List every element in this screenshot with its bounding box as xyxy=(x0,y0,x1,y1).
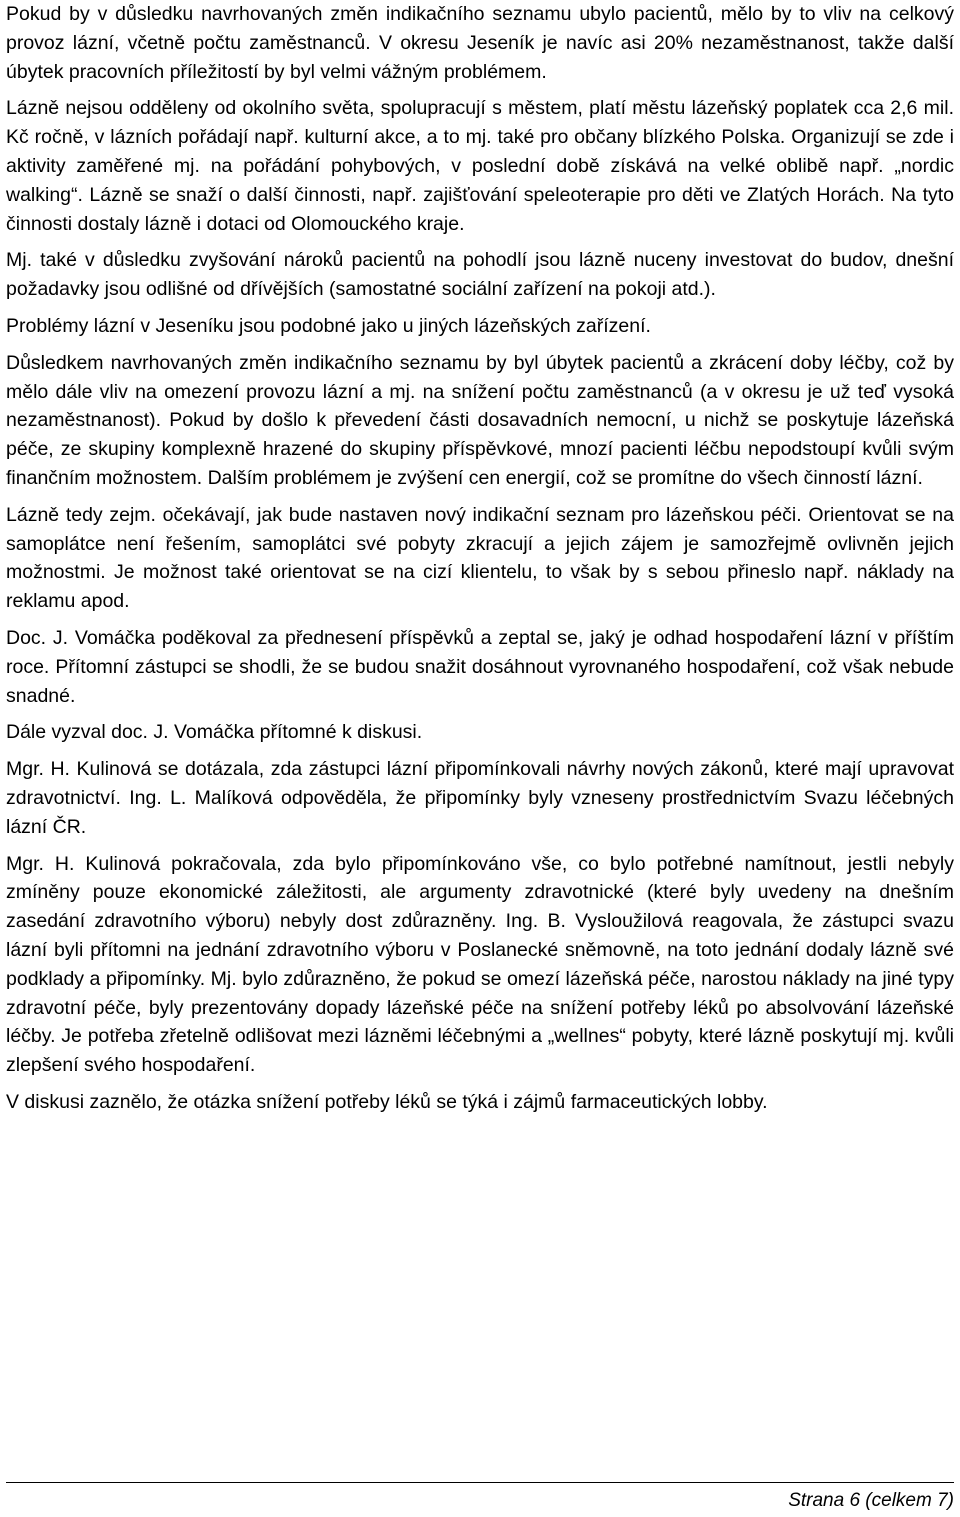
paragraph-8: Dále vyzval doc. J. Vomáčka přítomné k diskusi. xyxy=(6,721,423,744)
paragraph-5: Důsledkem navrhovaných změn indikačního seznamu by byl úbytek pacientů a zkrácení doby léčby, což by mělo dále vliv na omezení provozu lázní a mj. na snížení počtu zaměstnanců (a v okresu je už teď vysoká nezaměstnanost). Pokud by došlo k převedení části dosavadních nemocní, u nichž se poskytuje lázeňská péče, ze skupiny komplexně hrazené do skupiny příspěvkové, mnozí pacienti léčbu nepodstoupí kvůli svým finančním možnostem. Dalším problémem je zvýšení cen energií, což se promítne do všech činností lázní. xyxy=(6,351,954,489)
footer-divider xyxy=(6,1482,954,1483)
paragraph-11: V diskusi zaznělo, že otázka snížení potřeby léků se týká i zájmů farmaceutických lobby. xyxy=(6,1090,768,1113)
paragraph-7: Doc. J. Vomáčka poděkoval za přednesení příspěvků a zeptal se, jaký je odhad hospodaření lázní v příštím roce. Přítomní zástupci se shodli, že se budou snažit dosáhnout vyrovnaného hospodaření, což však nebude snadné. xyxy=(6,626,954,707)
paragraph-2: Lázně nejsou odděleny od okolního světa, spolupracují s městem, platí městu lázeňský poplatek cca 2,6 mil. Kč ročně, v lázních pořádají např. kulturní akce, a to mj. také pro občany blízkého Polska. Organizují se zde i aktivity zaměřené mj. na pořádání pohybových, v poslední době získává na velké oblibě např. „nordic walking“. Lázně se snaží o další činnosti, např. zajišťování speleoterapie pro děti ve Zlatých Horách. Na tyto činnosti dostaly lázně i dotaci od Olomouckého kraje. xyxy=(6,97,954,235)
paragraph-10: Mgr. H. Kulinová pokračovala, zda bylo připomínkováno vše, co bylo potřebné namítnout, jestli nebyly zmíněny pouze ekonomické záležitosti, ale argumenty zdravotnické (které byly uvedeny na dnešním zasedání zdravotního výboru) nebyly dost zdůrazněny. Ing. B. Vysloužilová reagovala, že zástupci svazu lázní byli přítomni na jednání zdravotního výboru v Poslanecké sněmovně, na toto jednání dodaly lázně své podklady a připomínky. Mj. bylo zdůrazněno, že pokud se omezí lázeňská péče, narostou náklady na jiné typy zdravotní péče, byly prezentovány dopady lázeňské péče na snížení potřeby léků po absolvování lázeňské léčby. Je potřeba zřetelně odlišovat mezi lázněmi léčebnými a „wellnes“ pobyty, které lázně poskytují mj. kvůli zlepšení svého hospodaření. xyxy=(6,852,954,1077)
document-body xyxy=(6,0,954,1117)
paragraph-1: Pokud by v důsledku navrhovaných změn indikačního seznamu ubylo pacientů, mělo by to vliv na celkový provoz lázní, včetně počtu zaměstnanců. V okresu Jeseník je navíc asi 20% nezaměstnanost, takže další úbytek pracovních příležitostí by byl velmi vážným problémem. xyxy=(6,3,954,83)
paragraph-3: Mj. také v důsledku zvyšování nároků pacientů na pohodlí jsou lázně nuceny investovat do budov, dnešní požadavky jsou odlišné od dřívějších (samostatné sociální zařízení na pokoji atd.). xyxy=(6,249,954,301)
paragraph-6: Lázně tedy zejm. očekávají, jak bude nastaven nový indikační seznam pro lázeňskou péči. Orientovat se na samoplátce není řešením, samoplátci své pobyty zkracují a jejich zájem je samozřejmě ovlivněn jejich možnostmi. Je možnost také orientovat se na cizí klientelu, to však by s sebou přineslo např. náklady na reklamu apod. xyxy=(6,503,954,613)
paragraph-9: Mgr. H. Kulinová se dotázala, zda zástupci lázní připomínkovali návrhy nových zákonů, které mají upravovat zdravotnictví. Ing. L. Malíková odpověděla, že připomínky byly vzneseny prostřednictvím Svazu léčebných lázní ČR. xyxy=(6,758,954,838)
paragraph-4: Problémy lázní v Jeseníku jsou podobné jako u jiných lázeňských zařízení. xyxy=(6,314,651,337)
page-number-footer: Strana 6 (celkem 7) xyxy=(788,1490,954,1511)
